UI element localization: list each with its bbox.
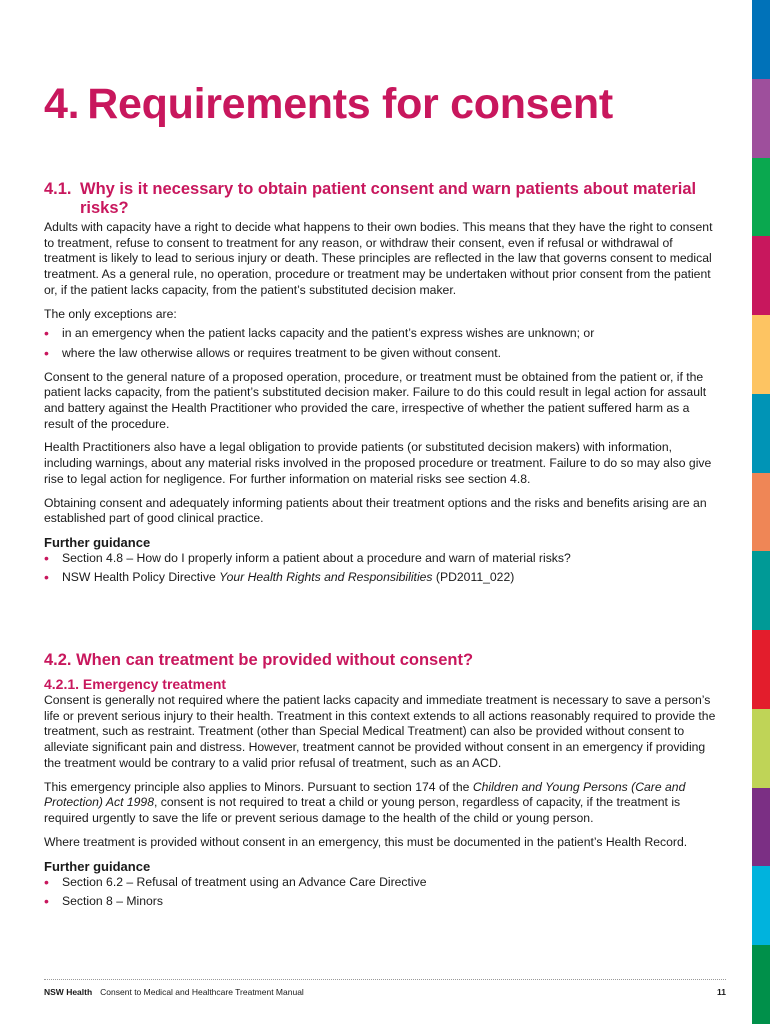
paragraph: Adults with capacity have a right to decide what happens to their own bodies. This means that they have the right to consent to treatment, refuse to consent to treatment for any reason, or withdraw their consent, even if refusal or withdrawal of treatment is likely to lead to serious injury or death. These principles are reflected in the law that governs consent to medical treatment. As a general rule, no operation, procedure or treatment may be undertaken without prior consent from the patient or, if the patient lacks capacity, from the patient’s substituted decision maker. [44, 220, 713, 297]
side-color-tab [752, 315, 770, 394]
section-4-2 [44, 651, 720, 910]
footer-brand: NSW Health [44, 987, 93, 997]
paragraph: Where treatment is provided without consent in an emergency, this must be documented in the patient’s Health Record. [44, 834, 688, 849]
guidance-link[interactable]: • Section 6.2 – Refusal of treatment using an Advance Care Directive [44, 875, 720, 891]
side-color-tab [752, 630, 770, 709]
further-guidance-label: Further guidance [44, 534, 151, 550]
side-color-tabs [752, 0, 770, 1024]
side-color-tab [752, 236, 770, 315]
paragraph: Obtaining consent and adequately informing patients about their treatment options and the risks and benefits arising are an established part of good clinical practice. [44, 495, 707, 526]
side-color-tab [752, 866, 770, 945]
side-color-tab [752, 551, 770, 630]
further-guidance-label: Further guidance [44, 859, 151, 875]
paragraph: The only exceptions are: [44, 306, 177, 321]
guidance-link[interactable]: • Section 8 – Minors [44, 894, 720, 910]
paragraph: This emergency principle also applies to Minors. Pursuant to section 174 of the Children and Young Persons (Care and Protection) Act 1998, consent is not required to treat a child or young person, regardless of capacity, if the treatment is required urgently to save the life or prevent serious damage to the health of the child or young person. [44, 779, 686, 825]
side-color-tab [752, 473, 770, 552]
list-item: • in an emergency when the patient lacks capacity and the patient’s express wishes are unknown; or [44, 326, 720, 342]
side-color-tab [752, 788, 770, 867]
page-title: 4. Requirements for consent [44, 80, 613, 128]
section-4-1-heading: 4.1. Why is it necessary to obtain patient consent and warn patients about material risks? [44, 180, 697, 217]
side-color-tab [752, 158, 770, 237]
section-4-2-heading: 4.2. When can treatment be provided without consent? [44, 651, 474, 669]
footer-document-title: Consent to Medical and Healthcare Treatment Manual [100, 987, 304, 997]
footer [44, 987, 726, 997]
side-color-tab [752, 79, 770, 158]
further-guidance-list [44, 551, 720, 585]
paragraph: Health Practitioners also have a legal obligation to provide patients (or substituted decision makers) with information, including warnings, about any material risks involved in the proposed procedure or treatment. Failure to do so may also give rise to legal action for negligence. For further information on material risks see section 4.8. [44, 440, 712, 486]
page-number: 11 [717, 987, 726, 997]
guidance-link[interactable]: • Section 4.8 – How do I properly inform a patient about a procedure and warn of material risks? [44, 551, 720, 567]
paragraph: Consent to the general nature of a proposed operation, procedure, or treatment must be obtained from the patient or, if the patient lacks capacity, from the patient’s substituted decision maker. Failure to do this could result in legal action for assault and battery against the Health Practitioner who provided the care, irrespective of whether the patient suffered harm as a result of the procedure. [44, 369, 707, 431]
side-color-tab [752, 709, 770, 788]
subsection-4-2-1-heading: 4.2.1. Emergency treatment [44, 676, 227, 692]
list-item: • where the law otherwise allows or requires treatment to be given without consent. [44, 346, 720, 362]
paragraph: Consent is generally not required where the patient lacks capacity and immediate treatment is necessary to save a person’s life or prevent serious injury to their health. Treatment in this context extends to all actions reasonably required to provide the treatment, such as restraint. Treatment (other than Special Medical Treatment) can also be provided without consent to alleviate significant pain and distress. However, treatment cannot be provided without consent in an emergency if providing the treatment would be contrary to a valid prior refusal of treatment, such as an ACD. [44, 693, 716, 770]
section-4-1 [44, 180, 720, 585]
side-color-tab [752, 0, 770, 79]
exceptions-list [44, 326, 720, 361]
further-guidance-list [44, 875, 720, 909]
footer-divider [44, 979, 726, 980]
side-color-tab [752, 394, 770, 473]
side-color-tab [752, 945, 770, 1024]
guidance-link[interactable]: • NSW Health Policy Directive Your Health Rights and Responsibilities (PD2011_022) [44, 570, 720, 586]
